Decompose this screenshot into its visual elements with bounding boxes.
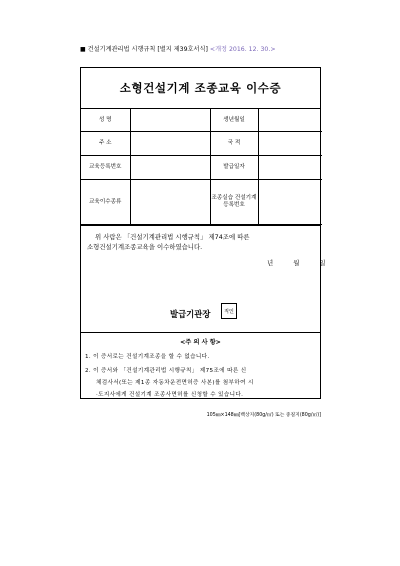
form-header: [80, 46, 380, 54]
regulation-reference: 건설기계관리법 시행규칙 [별지 제39호서식]: [87, 46, 208, 53]
notes-title: <주 의 사 항>: [180, 339, 221, 346]
form-title: 소형건설기계 조종교육 이수증: [81, 68, 320, 109]
label-name: 성 명: [81, 109, 130, 132]
square-marker-icon: ■: [80, 46, 86, 53]
statement-line-2: 소형건설기계조종교육을 이수하였습니다.: [87, 243, 203, 251]
note-item-2-cont-2: ·도지사에게 건설기계 조종사면허를 신청할 수 있습니다.: [96, 392, 244, 398]
education-type-field[interactable]: [130, 180, 210, 225]
official-seal-box: 직인: [221, 303, 237, 319]
certificate-form: [80, 67, 326, 399]
row-name: [81, 109, 322, 132]
note-item-1: 1. 이 증서로는 건설기계조종을 할 수 없습니다.: [85, 354, 210, 360]
row-registration: [81, 156, 322, 180]
label-nationality: 국 적: [210, 132, 258, 156]
education-registration-number-field[interactable]: [130, 156, 210, 180]
notes-section: [81, 332, 320, 400]
name-field[interactable]: [130, 109, 210, 132]
note-item-2: 2. 이 증서와 「건설기계관리법 시행규칙」 제75조에 따른 신: [85, 368, 247, 374]
label-education-registration-number: 교육등록번호: [81, 156, 130, 180]
date-line: 년 월 일: [267, 259, 326, 267]
row-address: [81, 132, 322, 156]
note-item-2-cont-1: 체검사서(또는 제1종 자동차운전면허증 사본)를 첨부하여 시: [96, 380, 254, 386]
birthdate-field[interactable]: [258, 109, 322, 132]
address-field[interactable]: [130, 132, 210, 156]
label-education-type: 교육이수종류: [81, 180, 130, 225]
label-practice-equipment-number: 조종실습 건설기계 등록번호: [210, 180, 258, 225]
nationality-field[interactable]: [258, 132, 322, 156]
statement-line-1: 위 사람은 「건설기계관리법 시행규칙」 제74조에 따른: [95, 233, 250, 241]
revision-date: <개정 2016. 12. 30.>: [209, 46, 276, 53]
info-table: [81, 109, 322, 225]
practice-equipment-number-field[interactable]: [258, 180, 322, 225]
label-address: 주 소: [81, 132, 130, 156]
label-issue-date: 발급일자: [210, 156, 258, 180]
paper-spec-footer: 105㎜×148㎜[백상지(80g/㎡) 또는 중질지(80g/㎡)]: [206, 413, 321, 418]
issuer-label: 발급기관장: [170, 309, 211, 319]
label-birthdate: 생년월일: [210, 109, 258, 132]
row-education-type: [81, 180, 322, 225]
issue-date-field[interactable]: [258, 156, 322, 180]
